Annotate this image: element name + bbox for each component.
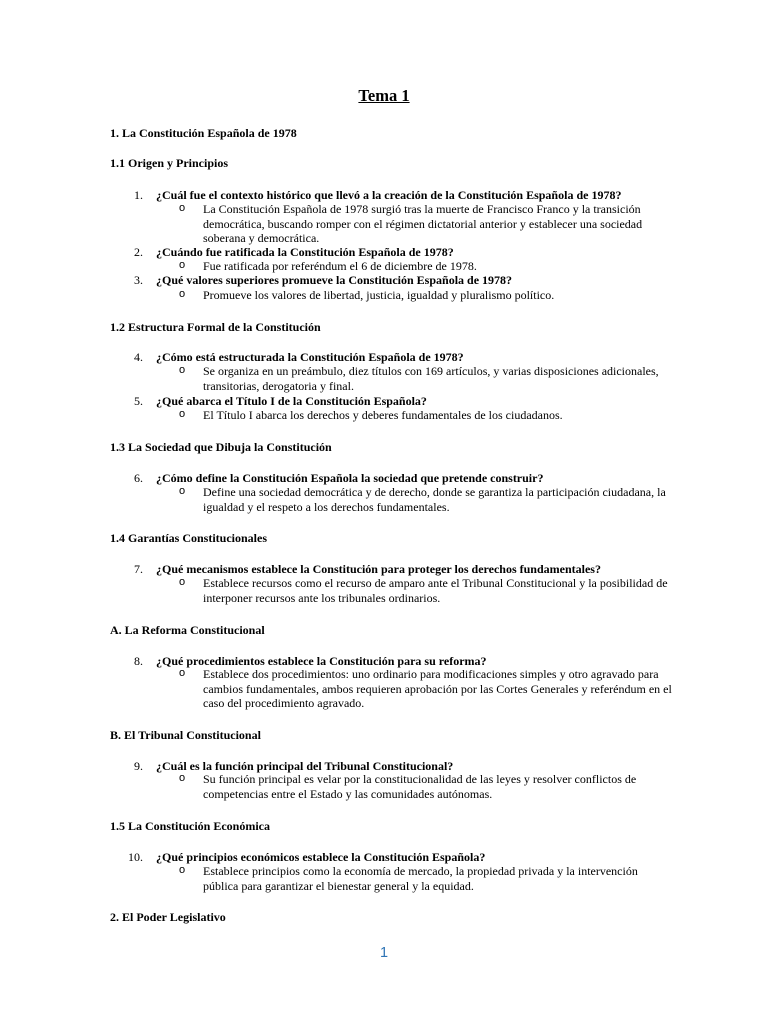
- section-heading: 1. La Constitución Española de 1978: [110, 126, 297, 140]
- section-heading: 1.3 La Sociedad que Dibuja la Constitución: [110, 440, 332, 454]
- question-number: 8.: [134, 654, 143, 668]
- bullet-marker: o: [179, 408, 186, 420]
- answer-text: Establece principios como la economía de mercado, la propiedad privada y la intervención pública para garantizar el bienestar general y la equidad.: [203, 864, 638, 893]
- bullet-marker: o: [179, 772, 186, 784]
- question-text: ¿Cuándo fue ratificada la Constitución Española de 1978?: [156, 245, 454, 259]
- bullet-marker: o: [179, 576, 186, 588]
- answer-text: La Constitución Española de 1978 surgió tras la muerte de Francisco Franco y la transición democrática, buscando romper con el régimen dictatorial anterior y establecer una sociedad soberana y democrática.: [203, 202, 643, 245]
- question-text: ¿Qué abarca el Título I de la Constitución Española?: [156, 394, 427, 408]
- question-text: ¿Cómo está estructurada la Constitución Española de 1978?: [156, 350, 464, 364]
- section-heading: 2. El Poder Legislativo: [110, 910, 226, 924]
- answer-text: Define una sociedad democrática y de derecho, donde se garantiza la participación ciudadana, la igualdad y el respeto a los derechos fundamentales.: [203, 485, 666, 514]
- answer-text: Promueve los valores de libertad, justicia, igualdad y pluralismo político.: [203, 288, 555, 302]
- question-text: ¿Cuál fue el contexto histórico que llevó a la creación de la Constitución Española de 1978?: [156, 188, 622, 202]
- answer-text: El Título I abarca los derechos y deberes fundamentales de los ciudadanos.: [203, 408, 563, 422]
- bullet-marker: o: [179, 864, 186, 876]
- question-number: 9.: [134, 759, 143, 773]
- bullet-marker: o: [179, 288, 186, 300]
- bullet-marker: o: [179, 364, 186, 376]
- answer-text: Establece dos procedimientos: uno ordinario para modificaciones simples y otro agravado para cambios fundamentales, ambos requieren aprobación por las Cortes Generales y referéndum en el caso del procedimiento agravado.: [203, 667, 672, 710]
- section-heading: A. La Reforma Constitucional: [110, 623, 265, 637]
- section-heading: B. El Tribunal Constitucional: [110, 728, 261, 742]
- bullet-marker: o: [179, 667, 186, 679]
- question-number: 2.: [134, 245, 143, 259]
- bullet-marker: o: [179, 485, 186, 497]
- question-text: ¿Qué principios económicos establece la Constitución Española?: [156, 850, 486, 864]
- page-number: 1: [379, 945, 389, 961]
- answer-text: Se organiza en un preámbulo, diez títulos con 169 artículos, y varias disposiciones adicionales, transitorias, derogatoria y final.: [203, 364, 659, 393]
- question-number: 6.: [134, 471, 143, 485]
- question-number: 10.: [128, 850, 143, 864]
- answer-text: Su función principal es velar por la constitucionalidad de las leyes y resolver conflictos de competencias entre el Estado y las comunidades autónomas.: [203, 772, 637, 801]
- section-heading: 1.2 Estructura Formal de la Constitución: [110, 320, 321, 334]
- question-text: ¿Cuál es la función principal del Tribunal Constitucional?: [156, 759, 454, 773]
- question-text: ¿Qué procedimientos establece la Constitución para su reforma?: [156, 654, 487, 668]
- question-number: 4.: [134, 350, 143, 364]
- question-number: 7.: [134, 562, 143, 576]
- question-text: ¿Qué valores superiores promueve la Constitución Española de 1978?: [156, 273, 513, 287]
- question-number: 5.: [134, 394, 143, 408]
- bullet-marker: o: [179, 259, 186, 271]
- page-title: Tema 1: [358, 86, 410, 105]
- section-heading: 1.4 Garantías Constitucionales: [110, 531, 268, 545]
- question-text: ¿Qué mecanismos establece la Constitución para proteger los derechos fundamentales?: [156, 562, 601, 576]
- answer-text: Establece recursos como el recurso de amparo ante el Tribunal Constitucional y la posibilidad de interponer recursos ante los tribunales ordinarios.: [203, 576, 668, 605]
- question-number: 3.: [134, 273, 143, 287]
- question-text: ¿Cómo define la Constitución Española la sociedad que pretende construir?: [156, 471, 544, 485]
- question-number: 1.: [134, 188, 143, 202]
- section-heading: 1.1 Origen y Principios: [110, 156, 228, 170]
- bullet-marker: o: [179, 202, 186, 214]
- answer-text: Fue ratificada por referéndum el 6 de diciembre de 1978.: [203, 259, 477, 273]
- section-heading: 1.5 La Constitución Económica: [110, 819, 271, 833]
